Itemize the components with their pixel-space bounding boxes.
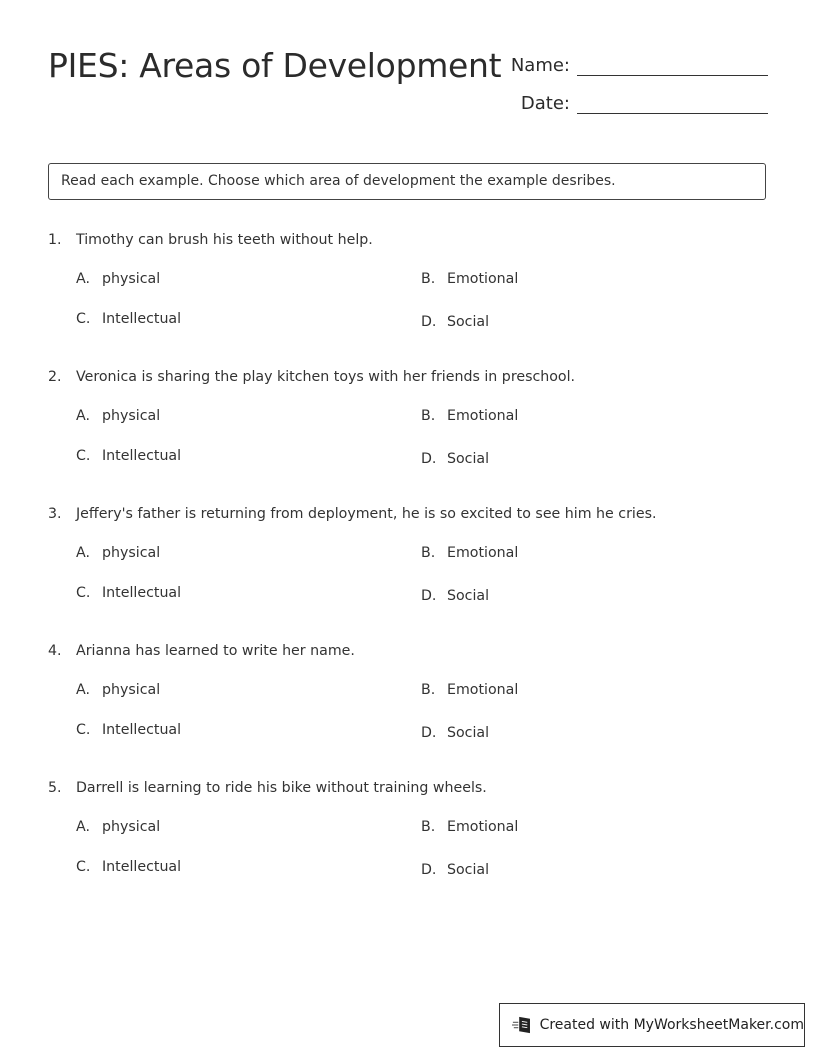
option-a[interactable]: [76, 271, 160, 287]
option-letter: D.: [421, 725, 437, 741]
option-a[interactable]: [76, 819, 160, 835]
option-letter: A.: [76, 545, 90, 561]
date-label: Date:: [520, 93, 570, 114]
name-field: [500, 53, 768, 76]
option-c[interactable]: [76, 311, 181, 327]
question-text: Jeffery's father is returning from deployment, he is so excited to see him he cries.: [76, 506, 657, 522]
option-letter: C.: [76, 722, 91, 738]
option-c[interactable]: [76, 859, 181, 875]
option-d[interactable]: [421, 314, 489, 330]
name-blank-line[interactable]: [577, 53, 768, 76]
worksheet-title: PIES: Areas of Development: [48, 46, 502, 85]
option-letter: A.: [76, 408, 90, 424]
option-letter: B.: [421, 408, 436, 424]
date-blank-line[interactable]: [577, 91, 768, 114]
question-number: 5.: [48, 780, 62, 796]
question-prompt: [48, 369, 768, 385]
question-text: Veronica is sharing the play kitchen toys with her friends in preschool.: [76, 369, 576, 385]
question-5: [48, 780, 768, 878]
option-label: Intellectual: [102, 859, 182, 875]
option-letter: C.: [76, 859, 91, 875]
option-d[interactable]: [421, 451, 489, 467]
instructions-box: Read each example. Choose which area of development the example desribes.: [48, 163, 766, 200]
option-letter: D.: [421, 314, 437, 330]
option-letter: D.: [421, 451, 437, 467]
option-d[interactable]: [421, 725, 489, 741]
option-label: Emotional: [447, 408, 519, 424]
option-label: Social: [447, 588, 490, 604]
question-1: [48, 232, 768, 330]
option-label: physical: [102, 408, 161, 424]
option-label: physical: [102, 819, 161, 835]
question-text: Timothy can brush his teeth without help.: [76, 232, 373, 248]
option-d[interactable]: [421, 862, 489, 878]
option-a[interactable]: [76, 682, 160, 698]
option-label: Emotional: [447, 819, 519, 835]
option-a[interactable]: [76, 408, 160, 424]
question-prompt: [48, 780, 768, 796]
question-text: Arianna has learned to write her name.: [76, 643, 355, 659]
option-c[interactable]: [76, 722, 181, 738]
question-prompt: [48, 232, 768, 248]
option-letter: B.: [421, 271, 436, 287]
question-prompt: [48, 506, 768, 522]
option-letter: D.: [421, 588, 437, 604]
option-b[interactable]: [421, 408, 518, 424]
question-2: [48, 369, 768, 467]
option-c[interactable]: [76, 585, 181, 601]
question-3: [48, 506, 768, 604]
option-a[interactable]: [76, 545, 160, 561]
option-letter: A.: [76, 819, 90, 835]
option-letter: B.: [421, 819, 436, 835]
option-label: Intellectual: [102, 585, 182, 601]
question-number: 2.: [48, 369, 62, 385]
option-b[interactable]: [421, 682, 518, 698]
option-letter: A.: [76, 271, 90, 287]
option-label: Intellectual: [102, 448, 182, 464]
option-letter: B.: [421, 545, 436, 561]
question-number: 3.: [48, 506, 62, 522]
option-label: Social: [447, 862, 490, 878]
option-label: Emotional: [447, 682, 519, 698]
date-field: [500, 91, 768, 114]
option-b[interactable]: [421, 819, 518, 835]
option-label: Emotional: [447, 271, 519, 287]
option-letter: C.: [76, 585, 91, 601]
option-d[interactable]: [421, 588, 489, 604]
worksheet-logo-icon: [512, 1014, 534, 1036]
name-label: Name:: [510, 55, 570, 76]
question-4: [48, 643, 768, 741]
question-number: 1.: [48, 232, 62, 248]
option-label: physical: [102, 271, 161, 287]
option-label: Emotional: [447, 545, 519, 561]
option-label: Intellectual: [102, 311, 182, 327]
option-letter: C.: [76, 448, 91, 464]
option-letter: C.: [76, 311, 91, 327]
question-prompt: [48, 643, 768, 659]
option-label: Social: [447, 451, 490, 467]
footer-credit-text: Created with MyWorksheetMaker.com: [539, 1017, 804, 1033]
option-c[interactable]: [76, 448, 181, 464]
footer-credit-badge[interactable]: [499, 1003, 805, 1047]
option-b[interactable]: [421, 271, 518, 287]
question-text: Darrell is learning to ride his bike without training wheels.: [76, 780, 487, 796]
option-letter: D.: [421, 862, 437, 878]
option-letter: A.: [76, 682, 90, 698]
option-b[interactable]: [421, 545, 518, 561]
question-number: 4.: [48, 643, 62, 659]
option-label: physical: [102, 545, 161, 561]
option-letter: B.: [421, 682, 436, 698]
option-label: Social: [447, 725, 490, 741]
option-label: Intellectual: [102, 722, 182, 738]
option-label: physical: [102, 682, 161, 698]
option-label: Social: [447, 314, 490, 330]
